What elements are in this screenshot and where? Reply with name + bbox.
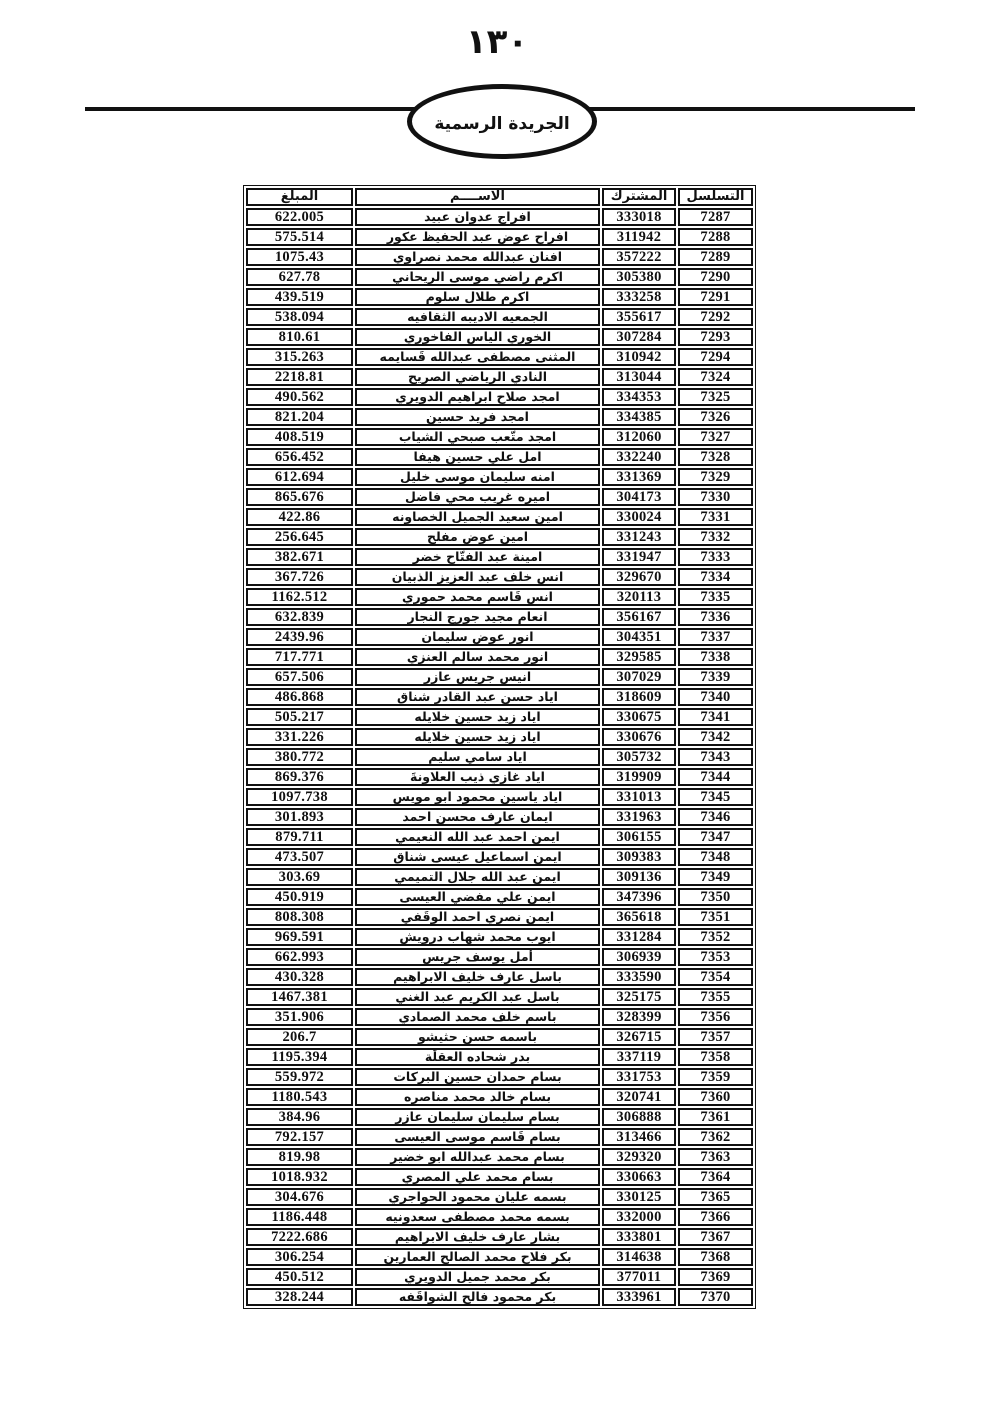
serial-cell: 7324 — [678, 368, 753, 386]
amount-cell: 328.244 — [246, 1288, 353, 1306]
subscriber-cell: 318609 — [602, 688, 676, 706]
table-row — [246, 1008, 753, 1026]
amount-cell: 490.562 — [246, 388, 353, 406]
name-cell: ايمن علي مفضي العيسى — [355, 888, 600, 906]
gazette-seal — [407, 84, 597, 159]
name-cell: انس قَاسم محمد حموري — [355, 588, 600, 606]
subscriber-cell: 355617 — [602, 308, 676, 326]
serial-cell: 7293 — [678, 328, 753, 346]
subscriber-cell: 329670 — [602, 568, 676, 586]
subscriber-cell: 333961 — [602, 1288, 676, 1306]
subscriber-cell: 356167 — [602, 608, 676, 626]
table-row — [246, 908, 753, 926]
serial-cell: 7360 — [678, 1088, 753, 1106]
subscriber-cell: 306939 — [602, 948, 676, 966]
serial-cell: 7334 — [678, 568, 753, 586]
header-amount: المبلغ — [246, 188, 353, 206]
table-row — [246, 1248, 753, 1266]
name-cell: افراج عدوان عبيد — [355, 208, 600, 226]
name-cell: بسام سليمان سليمان عازر — [355, 1108, 600, 1126]
name-cell: اياد سامي سليم — [355, 748, 600, 766]
table-row — [246, 488, 753, 506]
subscriber-cell: 320113 — [602, 588, 676, 606]
serial-cell: 7352 — [678, 928, 753, 946]
table-row — [246, 1108, 753, 1126]
serial-cell: 7350 — [678, 888, 753, 906]
name-cell: اياد زيد حسين خلايله — [355, 708, 600, 726]
serial-cell: 7292 — [678, 308, 753, 326]
subscriber-cell: 330024 — [602, 508, 676, 526]
subscriber-cell: 332240 — [602, 448, 676, 466]
serial-cell: 7289 — [678, 248, 753, 266]
name-cell: بدر شحاده العقلَة — [355, 1048, 600, 1066]
amount-cell: 303.69 — [246, 868, 353, 886]
serial-cell: 7335 — [678, 588, 753, 606]
name-cell: بشار عارف خليف الابراهيم — [355, 1228, 600, 1246]
amount-cell: 505.217 — [246, 708, 353, 726]
amount-cell: 304.676 — [246, 1188, 353, 1206]
amount-cell: 486.868 — [246, 688, 353, 706]
amount-cell: 821.204 — [246, 408, 353, 426]
serial-cell: 7369 — [678, 1268, 753, 1286]
serial-cell: 7366 — [678, 1208, 753, 1226]
serial-cell: 7338 — [678, 648, 753, 666]
amount-cell: 662.993 — [246, 948, 353, 966]
name-cell: باسل عارف خليف الابراهيم — [355, 968, 600, 986]
amount-cell: 808.308 — [246, 908, 353, 926]
subscriber-cell: 329320 — [602, 1148, 676, 1166]
subscriber-cell: 347396 — [602, 888, 676, 906]
subscriber-cell: 333018 — [602, 208, 676, 226]
subscriber-cell: 309383 — [602, 848, 676, 866]
subscriber-cell: 313466 — [602, 1128, 676, 1146]
table-row — [246, 728, 753, 746]
table-row — [246, 928, 753, 946]
name-cell: النادي الرياضي الصريح — [355, 368, 600, 386]
table-row — [246, 288, 753, 306]
serial-cell: 7365 — [678, 1188, 753, 1206]
amount-cell: 315.263 — [246, 348, 353, 366]
subscriber-cell: 331284 — [602, 928, 676, 946]
subscriber-cell: 331369 — [602, 468, 676, 486]
table-row — [246, 308, 753, 326]
amount-cell: 2218.81 — [246, 368, 353, 386]
amount-cell: 559.972 — [246, 1068, 353, 1086]
subscriber-cell: 330675 — [602, 708, 676, 726]
amount-cell: 717.771 — [246, 648, 353, 666]
serial-cell: 7328 — [678, 448, 753, 466]
name-cell: ايمن نصري احمد الوقَفي — [355, 908, 600, 926]
subscriber-cell: 330125 — [602, 1188, 676, 1206]
table-row — [246, 848, 753, 866]
table-row — [246, 988, 753, 1006]
amount-cell: 439.519 — [246, 288, 353, 306]
serial-cell: 7348 — [678, 848, 753, 866]
amount-cell: 656.452 — [246, 448, 353, 466]
table-row — [246, 608, 753, 626]
serial-cell: 7344 — [678, 768, 753, 786]
table-row — [246, 548, 753, 566]
serial-cell: 7331 — [678, 508, 753, 526]
name-cell: بسمه عليان محمود الحواجري — [355, 1188, 600, 1206]
serial-cell: 7288 — [678, 228, 753, 246]
amount-cell: 331.226 — [246, 728, 353, 746]
serial-cell: 7329 — [678, 468, 753, 486]
subscriber-cell: 331963 — [602, 808, 676, 826]
serial-cell: 7370 — [678, 1288, 753, 1306]
header-subscriber: المشترك — [602, 188, 676, 206]
amount-cell: 430.328 — [246, 968, 353, 986]
serial-cell: 7361 — [678, 1108, 753, 1126]
amount-cell: 1195.394 — [246, 1048, 353, 1066]
subscriber-cell: 334353 — [602, 388, 676, 406]
amount-cell: 1467.381 — [246, 988, 353, 1006]
amount-cell: 422.86 — [246, 508, 353, 526]
table-row — [246, 708, 753, 726]
amount-cell: 7222.686 — [246, 1228, 353, 1246]
subscriber-cell: 307284 — [602, 328, 676, 346]
name-cell: اكرم راضي موسى الريحاني — [355, 268, 600, 286]
amount-cell: 657.506 — [246, 668, 353, 686]
name-cell: اياد ياسين محمود ابو مويس — [355, 788, 600, 806]
table-row — [246, 1148, 753, 1166]
serial-cell: 7336 — [678, 608, 753, 626]
subscriber-cell: 304351 — [602, 628, 676, 646]
serial-cell: 7351 — [678, 908, 753, 926]
amount-cell: 367.726 — [246, 568, 353, 586]
subscriber-cell: 330676 — [602, 728, 676, 746]
name-cell: بكر فلاح محمد الصالح العمارين — [355, 1248, 600, 1266]
serial-cell: 7349 — [678, 868, 753, 886]
table-row — [246, 888, 753, 906]
table-row — [246, 348, 753, 366]
serial-cell: 7326 — [678, 408, 753, 426]
table-row — [246, 1228, 753, 1246]
table-row — [246, 228, 753, 246]
name-cell: بكر محمد جميل الدويري — [355, 1268, 600, 1286]
subscriber-cell: 331753 — [602, 1068, 676, 1086]
table-row — [246, 328, 753, 346]
subscriber-cell: 320741 — [602, 1088, 676, 1106]
gazette-title: الجريدة الرسمية — [434, 113, 570, 134]
subscriber-cell: 330663 — [602, 1168, 676, 1186]
serial-cell: 7290 — [678, 268, 753, 286]
serial-cell: 7368 — [678, 1248, 753, 1266]
serial-cell: 7333 — [678, 548, 753, 566]
table-row — [246, 828, 753, 846]
name-cell: امينة عبد الفتّاح خضر — [355, 548, 600, 566]
amount-cell: 575.514 — [246, 228, 353, 246]
subscriber-cell: 312060 — [602, 428, 676, 446]
name-cell: باسمه حسن حثيشو — [355, 1028, 600, 1046]
table-row — [246, 1188, 753, 1206]
amount-cell: 792.157 — [246, 1128, 353, 1146]
table-row — [246, 1048, 753, 1066]
name-cell: بسام محمد عبدالله ابو خضير — [355, 1148, 600, 1166]
serial-cell: 7325 — [678, 388, 753, 406]
subscriber-cell: 311942 — [602, 228, 676, 246]
amount-cell: 256.645 — [246, 528, 353, 546]
name-cell: افراح عوض عبد الحفيظ عكور — [355, 228, 600, 246]
name-cell: انور محمد سالم العنزي — [355, 648, 600, 666]
subscriber-cell: 305732 — [602, 748, 676, 766]
amount-cell: 1162.512 — [246, 588, 353, 606]
serial-cell: 7337 — [678, 628, 753, 646]
amount-cell: 869.376 — [246, 768, 353, 786]
amount-cell: 612.694 — [246, 468, 353, 486]
table-row — [246, 808, 753, 826]
table-row — [246, 688, 753, 706]
name-cell: الخوري الياس الفاخوري — [355, 328, 600, 346]
subscriber-cell: 333258 — [602, 288, 676, 306]
amount-cell: 627.78 — [246, 268, 353, 286]
table-body — [246, 208, 753, 1306]
header-serial: التسلسل — [678, 188, 753, 206]
table-row — [246, 748, 753, 766]
name-cell: الجمعيه الاديبه الثقافيه — [355, 308, 600, 326]
amount-cell: 384.96 — [246, 1108, 353, 1126]
subscriber-cell: 377011 — [602, 1268, 676, 1286]
subscriber-cell: 328399 — [602, 1008, 676, 1026]
amount-cell: 380.772 — [246, 748, 353, 766]
serial-cell: 7364 — [678, 1168, 753, 1186]
amount-cell: 473.507 — [246, 848, 353, 866]
page-number: ١٣٠ — [465, 22, 529, 62]
subscriber-cell: 307029 — [602, 668, 676, 686]
name-cell: اكرم طلال سلوم — [355, 288, 600, 306]
table-row — [246, 1128, 753, 1146]
table-row — [246, 248, 753, 266]
serial-cell: 7346 — [678, 808, 753, 826]
serial-cell: 7340 — [678, 688, 753, 706]
serial-cell: 7355 — [678, 988, 753, 1006]
subscriber-cell: 304173 — [602, 488, 676, 506]
amount-cell: 865.676 — [246, 488, 353, 506]
amount-cell: 819.98 — [246, 1148, 353, 1166]
table-row — [246, 788, 753, 806]
subscriber-cell: 334385 — [602, 408, 676, 426]
name-cell: امين عوض مفلح — [355, 528, 600, 546]
name-cell: باسم خلف محمد الصمادي — [355, 1008, 600, 1026]
table-row — [246, 368, 753, 386]
amount-cell: 382.671 — [246, 548, 353, 566]
name-cell: ايوب محمد شهاب درويش — [355, 928, 600, 946]
name-cell: امجد صلاح ابراهيم الدويري — [355, 388, 600, 406]
amount-cell: 632.839 — [246, 608, 353, 626]
amount-cell: 301.893 — [246, 808, 353, 826]
amount-cell: 450.512 — [246, 1268, 353, 1286]
serial-cell: 7357 — [678, 1028, 753, 1046]
name-cell: امل علي حسين هيفا — [355, 448, 600, 466]
header-name: الاســــم — [355, 188, 600, 206]
table-header-row — [246, 188, 753, 206]
table-row — [246, 1288, 753, 1306]
name-cell: انس خلف عبد العزيز الذبيان — [355, 568, 600, 586]
amount-cell: 879.711 — [246, 828, 353, 846]
table-row — [246, 768, 753, 786]
serial-cell: 7287 — [678, 208, 753, 226]
name-cell: بسمه محمد مصطفى سعدونيه — [355, 1208, 600, 1226]
serial-cell: 7332 — [678, 528, 753, 546]
serial-cell: 7358 — [678, 1048, 753, 1066]
subscriber-cell: 309136 — [602, 868, 676, 886]
name-cell: ايمن اسماعيل عيسى شناق — [355, 848, 600, 866]
subscriber-cell: 305380 — [602, 268, 676, 286]
name-cell: امجد متّعب صبحي الشياب — [355, 428, 600, 446]
table-row — [246, 388, 753, 406]
name-cell: أمل يوسف جريس — [355, 948, 600, 966]
name-cell: ايمان عارف محسن احمد — [355, 808, 600, 826]
subscriber-cell: 310942 — [602, 348, 676, 366]
table-row — [246, 968, 753, 986]
serial-cell: 7341 — [678, 708, 753, 726]
table-row — [246, 1168, 753, 1186]
table-row — [246, 1088, 753, 1106]
name-cell: ايمن احمد عبد الله النعيمي — [355, 828, 600, 846]
subscriber-cell: 333590 — [602, 968, 676, 986]
serial-cell: 7359 — [678, 1068, 753, 1086]
subscribers-table — [243, 185, 756, 1309]
table-row — [246, 948, 753, 966]
serial-cell: 7330 — [678, 488, 753, 506]
subscriber-cell: 332000 — [602, 1208, 676, 1226]
name-cell: انور عوض سليمان — [355, 628, 600, 646]
serial-cell: 7291 — [678, 288, 753, 306]
name-cell: بكر محمود فالح الشواقَفه — [355, 1288, 600, 1306]
subscriber-cell: 333801 — [602, 1228, 676, 1246]
table-row — [246, 1068, 753, 1086]
amount-cell: 351.906 — [246, 1008, 353, 1026]
table-row — [246, 468, 753, 486]
name-cell: بسام حمدان حسين البركات — [355, 1068, 600, 1086]
amount-cell: 622.005 — [246, 208, 353, 226]
name-cell: باسل عبد الكريم عبد الغني — [355, 988, 600, 1006]
subscriber-cell: 325175 — [602, 988, 676, 1006]
table-row — [246, 428, 753, 446]
amount-cell: 2439.96 — [246, 628, 353, 646]
amount-cell: 306.254 — [246, 1248, 353, 1266]
name-cell: اميره غريب محي فاضل — [355, 488, 600, 506]
amount-cell: 538.094 — [246, 308, 353, 326]
serial-cell: 7343 — [678, 748, 753, 766]
name-cell: افنان عبدالله محمد نصراوي — [355, 248, 600, 266]
table-row — [246, 448, 753, 466]
subscriber-cell: 357222 — [602, 248, 676, 266]
table-row — [246, 1028, 753, 1046]
subscriber-cell: 314638 — [602, 1248, 676, 1266]
name-cell: اياد زيد حسين خلايله — [355, 728, 600, 746]
name-cell: المثنى مصطفى عبدالله قَسايمه — [355, 348, 600, 366]
amount-cell: 1097.738 — [246, 788, 353, 806]
amount-cell: 450.919 — [246, 888, 353, 906]
name-cell: بسام محمد علي المصري — [355, 1168, 600, 1186]
table-row — [246, 668, 753, 686]
subscriber-cell: 331013 — [602, 788, 676, 806]
table-row — [246, 1268, 753, 1286]
subscriber-cell: 337119 — [602, 1048, 676, 1066]
serial-cell: 7294 — [678, 348, 753, 366]
name-cell: انيس جريس عازر — [355, 668, 600, 686]
serial-cell: 7356 — [678, 1008, 753, 1026]
amount-cell: 1075.43 — [246, 248, 353, 266]
serial-cell: 7354 — [678, 968, 753, 986]
subscriber-cell: 313044 — [602, 368, 676, 386]
table-row — [246, 868, 753, 886]
amount-cell: 408.519 — [246, 428, 353, 446]
amount-cell: 1180.543 — [246, 1088, 353, 1106]
name-cell: امجد فريد حسين — [355, 408, 600, 426]
table-row — [246, 508, 753, 526]
amount-cell: 1186.448 — [246, 1208, 353, 1226]
table-row — [246, 568, 753, 586]
table-row — [246, 1208, 753, 1226]
table-row — [246, 408, 753, 426]
subscriber-cell: 331243 — [602, 528, 676, 546]
table-header — [246, 188, 753, 206]
serial-cell: 7353 — [678, 948, 753, 966]
subscriber-cell: 306155 — [602, 828, 676, 846]
amount-cell: 206.7 — [246, 1028, 353, 1046]
serial-cell: 7347 — [678, 828, 753, 846]
serial-cell: 7342 — [678, 728, 753, 746]
amount-cell: 810.61 — [246, 328, 353, 346]
name-cell: بسام خالد محمد مناصره — [355, 1088, 600, 1106]
name-cell: انعام مجيد جورج النجار — [355, 608, 600, 626]
serial-cell: 7367 — [678, 1228, 753, 1246]
subscriber-cell: 326715 — [602, 1028, 676, 1046]
name-cell: بسام قَاسم موسى العيسى — [355, 1128, 600, 1146]
subscriber-cell: 306888 — [602, 1108, 676, 1126]
subscriber-cell: 319909 — [602, 768, 676, 786]
name-cell: اياد غازي ذيب العلاونةَ — [355, 768, 600, 786]
subscriber-cell: 365618 — [602, 908, 676, 926]
name-cell: اياد حسن عبد القادر شناق — [355, 688, 600, 706]
table-row — [246, 268, 753, 286]
name-cell: امين سعيد الجميل الخصاونه — [355, 508, 600, 526]
table-row — [246, 628, 753, 646]
name-cell: امنه سليمان موسى خليل — [355, 468, 600, 486]
serial-cell: 7327 — [678, 428, 753, 446]
subscriber-cell: 331947 — [602, 548, 676, 566]
serial-cell: 7362 — [678, 1128, 753, 1146]
table-row — [246, 528, 753, 546]
amount-cell: 1018.932 — [246, 1168, 353, 1186]
table-row — [246, 208, 753, 226]
subscriber-cell: 329585 — [602, 648, 676, 666]
table-row — [246, 648, 753, 666]
amount-cell: 969.591 — [246, 928, 353, 946]
name-cell: ايمن عبد الله جلال التميمي — [355, 868, 600, 886]
serial-cell: 7339 — [678, 668, 753, 686]
table-row — [246, 588, 753, 606]
serial-cell: 7363 — [678, 1148, 753, 1166]
serial-cell: 7345 — [678, 788, 753, 806]
